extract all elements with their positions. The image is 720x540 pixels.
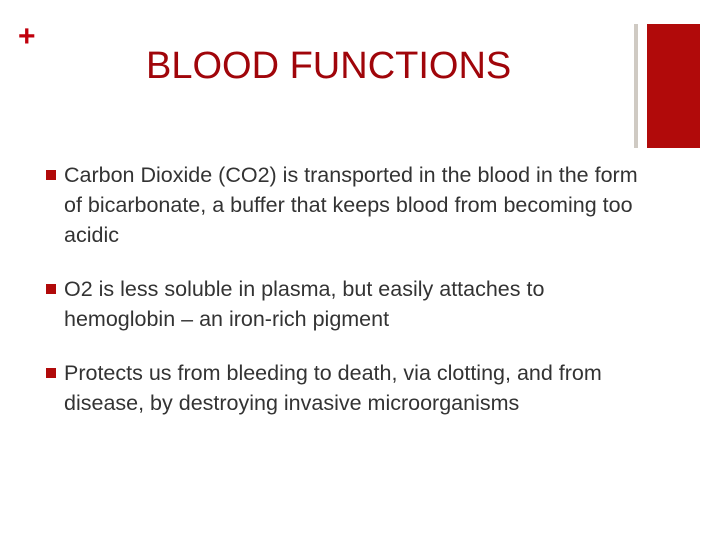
- bullet-item-protection: [44, 358, 644, 418]
- plus-icon: +: [18, 20, 36, 53]
- square-bullet-icon: [46, 284, 56, 294]
- bullet-text: O2 is less soluble in plasma, but easily attaches to hemoglobin – an iron-rich pigment: [64, 277, 545, 331]
- bullet-list: [44, 160, 644, 442]
- slide-title: BLOOD FUNCTIONS: [146, 45, 512, 87]
- bullet-text: Protects us from bleeding to death, via clotting, and from disease, by destroying invasive microorganisms: [64, 361, 602, 415]
- accent-color-block: [647, 24, 700, 148]
- bullet-item-o2: [44, 274, 644, 334]
- bullet-text: Carbon Dioxide (CO2) is transported in the blood in the form of bicarbonate, a buffer that keeps blood from becoming too acidic: [64, 163, 638, 247]
- square-bullet-icon: [46, 368, 56, 378]
- accent-divider-line: [634, 24, 638, 148]
- bullet-item-co2: [44, 160, 644, 250]
- square-bullet-icon: [46, 170, 56, 180]
